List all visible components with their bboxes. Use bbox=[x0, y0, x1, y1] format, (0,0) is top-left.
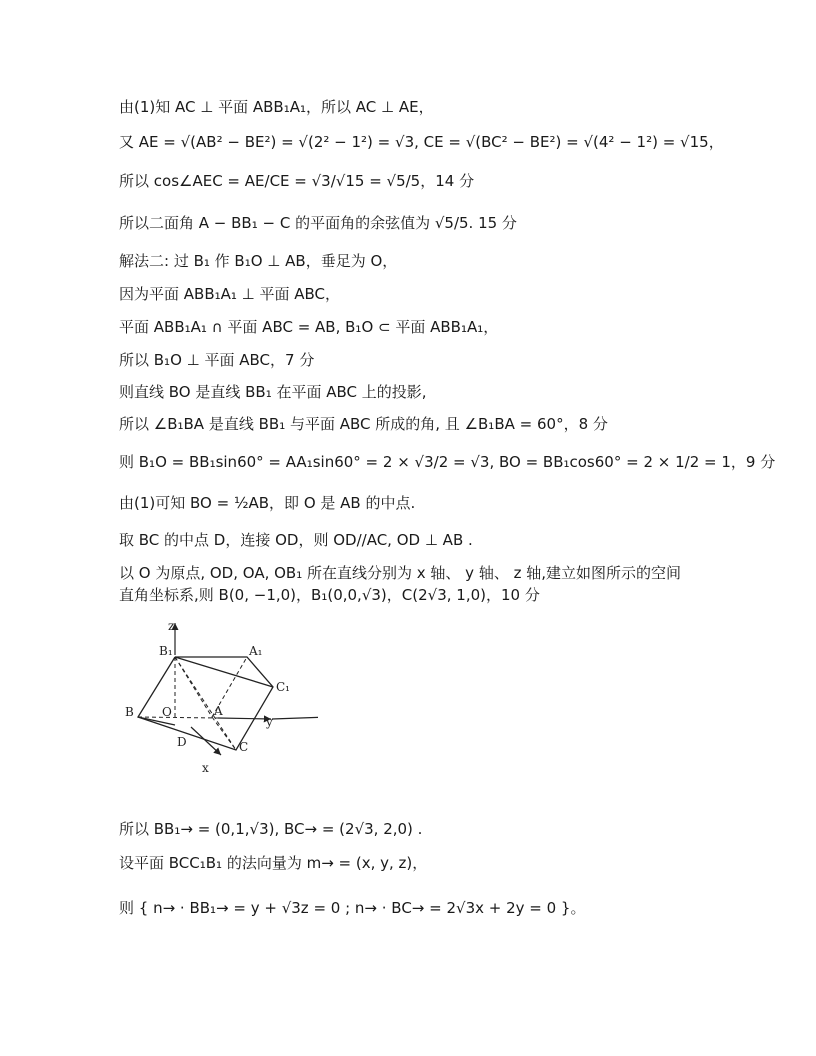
text-line: 以 O 为原点, OD, OA, OB₁ 所在直线分别为 x 轴、 y 轴、 z 轴,建立如图所示的空间 bbox=[119, 564, 681, 582]
text-line: 所以 BB₁→ = (0,1,√3), BC→ = (2√3, 2,0) . bbox=[119, 820, 423, 838]
text-line: 所以 B₁O ⊥ 平面 ABC，7 分 bbox=[119, 351, 315, 369]
text-line: 所以 ∠B₁BA 是直线 BB₁ 与平面 ABC 所成的角, 且 ∠B₁BA = 60°，8 分 bbox=[119, 415, 608, 433]
coordinate-figure bbox=[118, 615, 318, 775]
label-a1: A₁ bbox=[249, 644, 263, 658]
label-c1: C₁ bbox=[276, 680, 290, 694]
label-y: y bbox=[266, 715, 273, 729]
x-axis bbox=[191, 727, 221, 755]
prism-outline bbox=[138, 657, 273, 750]
label-b: B bbox=[125, 705, 134, 719]
text-line: 所以二面角 A − BB₁ − C 的平面角的余弦值为 √5/5. 15 分 bbox=[119, 214, 517, 232]
label-b1: B₁ bbox=[159, 644, 173, 658]
label-z: z bbox=[168, 619, 175, 633]
text-line: 则 { n→ · BB₁→ = y + √3z = 0 ; n→ · BC→ = 2√3x + 2y = 0 }。 bbox=[119, 899, 586, 917]
text-line: 设平面 BCC₁B₁ 的法向量为 m→ = (x, y, z)， bbox=[119, 854, 428, 872]
text-line: 则直线 BO 是直线 BB₁ 在平面 ABC 上的投影, bbox=[119, 383, 427, 401]
text-line: 所以 cos∠AEC = AE/CE = √3/√15 = √5/5，14 分 bbox=[119, 172, 475, 190]
label-d: D bbox=[177, 735, 187, 749]
text-line: 平面 ABB₁A₁ ∩ 平面 ABC = AB, B₁O ⊂ 平面 ABB₁A₁， bbox=[119, 318, 499, 336]
text-line: 又 AE = √(AB² − BE²) = √(2² − 1²) = √3, CE = √(BC² − BE²) = √(4² − 1²) = √15， bbox=[119, 133, 724, 151]
y-axis-base bbox=[272, 717, 318, 719]
text-line: 取 BC 的中点 D，连接 OD，则 OD//AC, OD ⊥ AB . bbox=[119, 531, 473, 549]
edge-b1-c1 bbox=[175, 657, 273, 687]
text-line: 由(1)可知 BO = ½AB，即 O 是 AB 的中点. bbox=[119, 494, 416, 512]
label-a: A bbox=[214, 704, 223, 718]
text-line: 直角坐标系,则 B(0, −1,0)，B₁(0,0,√3)，C(2√3, 1,0)，10 分 bbox=[119, 586, 540, 604]
text-line: 因为平面 ABB₁A₁ ⊥ 平面 ABC， bbox=[119, 285, 341, 303]
text-line: 则 B₁O = BB₁sin60° = AA₁sin60° = 2 × √3/2 = √3, BO = BB₁cos60° = 2 × 1/2 = 1，9 分 bbox=[119, 453, 776, 471]
label-x: x bbox=[202, 761, 209, 775]
text-line: 由(1)知 AC ⊥ 平面 ABB₁A₁，所以 AC ⊥ AE， bbox=[119, 98, 434, 116]
y-axis bbox=[218, 718, 271, 719]
label-o: O bbox=[162, 705, 172, 719]
label-c: C bbox=[239, 740, 249, 754]
hidden-edges bbox=[138, 657, 247, 750]
text-line: 解法二: 过 B₁ 作 B₁O ⊥ AB，垂足为 O， bbox=[119, 252, 398, 270]
